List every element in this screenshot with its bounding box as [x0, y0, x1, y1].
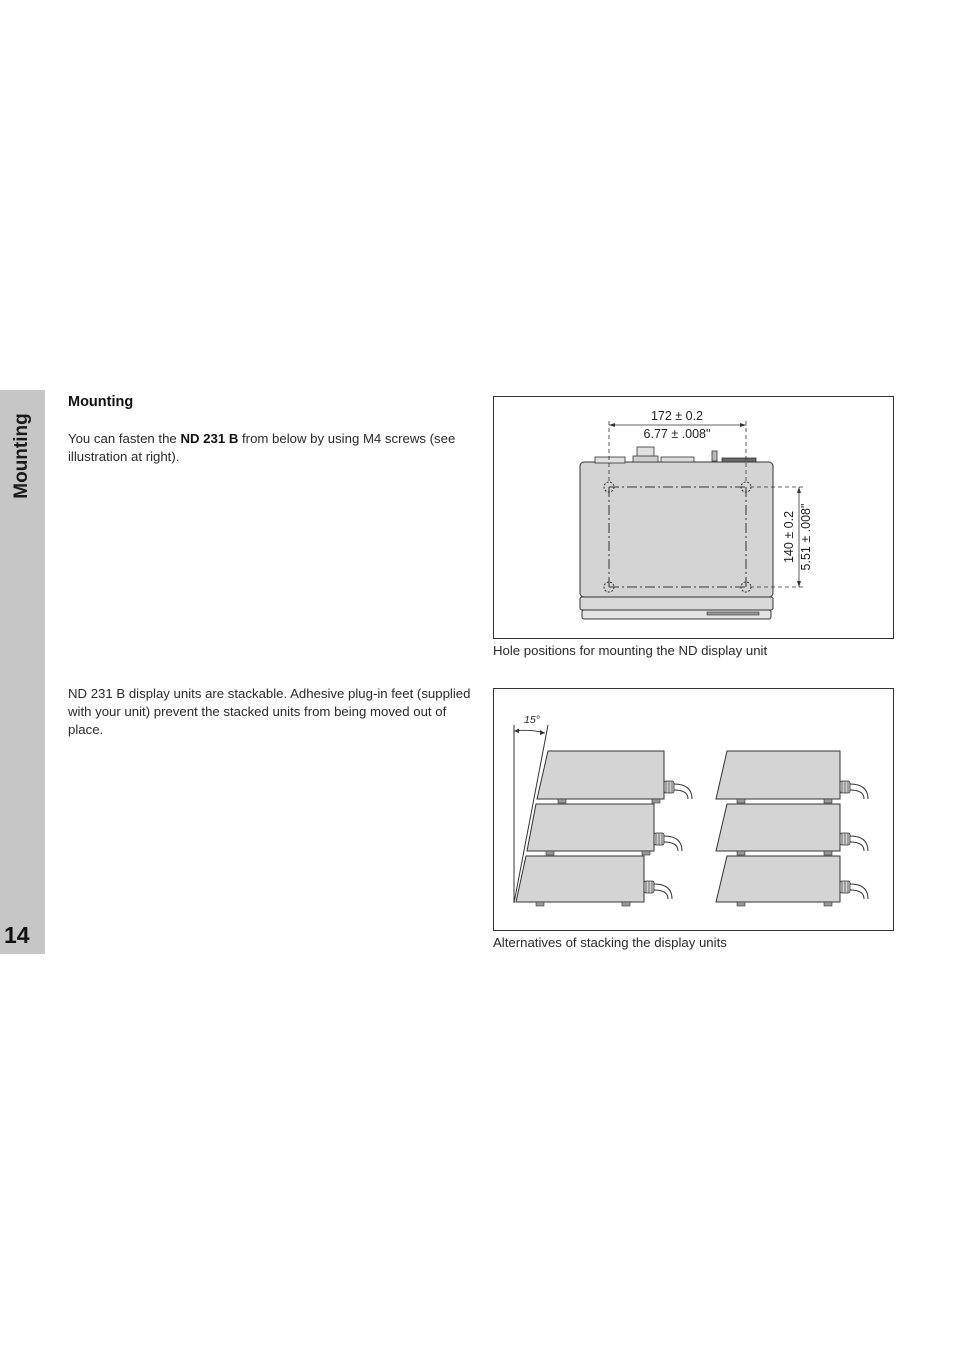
section-title: Mounting	[68, 394, 134, 410]
stacking-figure	[493, 688, 894, 931]
paragraph-text-start: You can fasten the	[68, 431, 181, 446]
connector-right	[722, 458, 756, 462]
connector-left	[595, 457, 625, 463]
figure1-caption: Hole positions for mounting the ND display unit	[493, 643, 768, 658]
height-inch-label: 5.51 ± .008"	[799, 503, 813, 571]
angle-label: 15°	[524, 714, 540, 726]
width-metric-label: 172 ± 0.2	[650, 409, 704, 423]
stacking-drawing	[494, 689, 893, 930]
stacked-unit-tilted	[527, 804, 682, 855]
front-bezel	[580, 597, 773, 610]
switch	[712, 451, 717, 461]
stacked-unit-tilted	[537, 751, 692, 803]
mounting-paragraph	[68, 430, 478, 466]
product-name: ND 231 B	[180, 431, 239, 446]
paragraph-text-end: from below by using M4 screws (see illustration at right).	[68, 431, 456, 464]
connector-mid	[661, 457, 694, 462]
stacked-unit-aligned	[716, 856, 868, 906]
display-window	[707, 612, 759, 615]
height-metric-label: 140 ± 0.2	[782, 510, 796, 564]
stacked-unit-aligned	[716, 804, 868, 855]
sidebar-section-label: Mounting	[11, 413, 32, 499]
page-number: 14	[4, 922, 30, 948]
stacked-unit-aligned	[716, 751, 868, 803]
hole-positions-figure	[493, 396, 894, 639]
hole-positions-drawing	[494, 397, 893, 638]
stacked-unit-tilted	[516, 856, 672, 906]
width-inch-label: 6.77 ± .008"	[643, 427, 711, 441]
figure2-caption: Alternatives of stacking the display units	[493, 935, 727, 950]
stacking-paragraph: ND 231 B display units are stackable. Adhesive plug-in feet (supplied with your unit) prevent the stacked units from being moved out of place.	[68, 686, 471, 737]
